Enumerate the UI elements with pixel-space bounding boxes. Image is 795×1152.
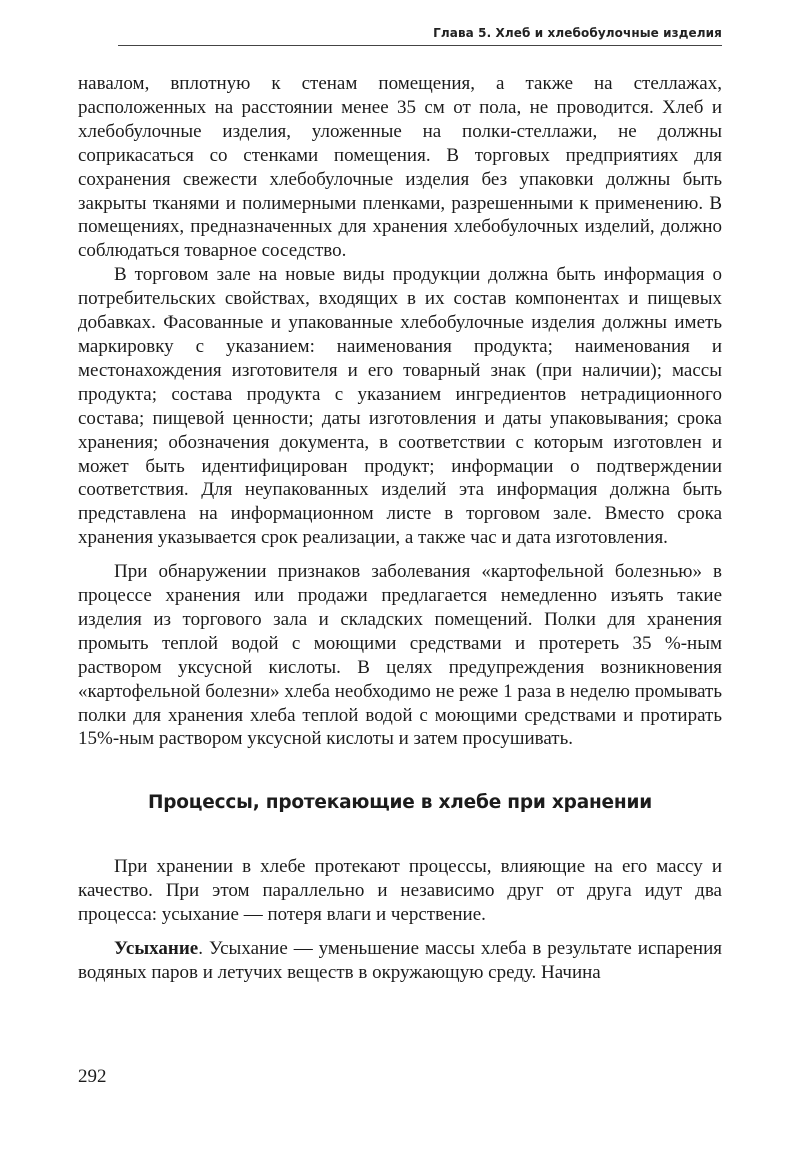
run-in-term: Усыхание bbox=[114, 938, 199, 959]
paragraph-labeling: В торговом зале на новые виды продукции должна быть информация о потребительских свойствах, входящих в их состав компонентах и пищевых добавках. Фасованные и упакованные хлебобулочные изделия должны иметь маркировку с указанием: наименования продукта; наименования и местонахождения изготовителя и его товарный знак (при наличии); массы продукта; состава продукта с указанием ингредиентов нетрадиционного состава; пищевой ценности; даты изготовления и даты упаковывания; срока хранения; обозначения документа, в соответствии с которым изготовлен и может быть идентифицирован продукт; информации о подтверждении соответствия. Для неупакованных изделий эта информация должна быть представлена на информационном листе в торговом зале. Вместо срока хранения указывается срок реализации, а также час и дата изготовления. bbox=[78, 264, 722, 549]
header-rule bbox=[118, 45, 722, 46]
section-heading: Процессы, протекающие в хлебе при хранении bbox=[147, 792, 653, 814]
paragraph-storage-continued: навалом, вплотную к стенам помещения, а также на стеллажах, расположенных на расстоянии менее 35 см от пола, не проводится. Хлеб и хлебобулочные изделия, уложенные на полки-стеллажи, не должны соприкасаться со стенками помещения. В торговых предприятиях для сохранения свежести хлебобулочные изделия без упаковки должны быть закрыты тканями и полимерными пленками, разрешенными к применению. В помещениях, предназначенных для хранения хлебобулочных изделий, должно соблюдаться товарное соседство. bbox=[78, 73, 722, 262]
paragraph-potato-disease: При обнаружении признаков заболевания «картофельной болезнью» в процессе хранения или продажи предлагается немедленно изъять такие изделия из торгового зала и складских помещений. Полки для хранения промыть теплой водой с моющими средствами и протереть 35 %-ным раствором уксусной кислоты. В целях предупреждения возникновения «картофельной болезни» хлеба необходимо не реже 1 раза в неделю промывать полки для хранения хлеба теплой водой с моющими средствами и протирать 15%-ным раствором уксусной кислоты и затем просушивать. bbox=[78, 561, 722, 750]
page-number: 292 bbox=[78, 1066, 107, 1087]
body-text bbox=[78, 72, 722, 985]
running-header: Глава 5. Хлеб и хлебобулочные изделия bbox=[433, 26, 722, 40]
run-in-text: . Усыхание — уменьшение массы хлеба в результате испарения водяных паров и летучих веществ в окружающую среду. Начина bbox=[78, 938, 722, 983]
paragraph-drying bbox=[78, 937, 722, 985]
book-page bbox=[78, 22, 722, 985]
paragraph-section-intro: При хранении в хлебе протекают процессы, влияющие на его массу и качество. При этом параллельно и независимо друг от друга идут два процесса: усыхание — потеря влаги и черствение. bbox=[78, 856, 722, 926]
